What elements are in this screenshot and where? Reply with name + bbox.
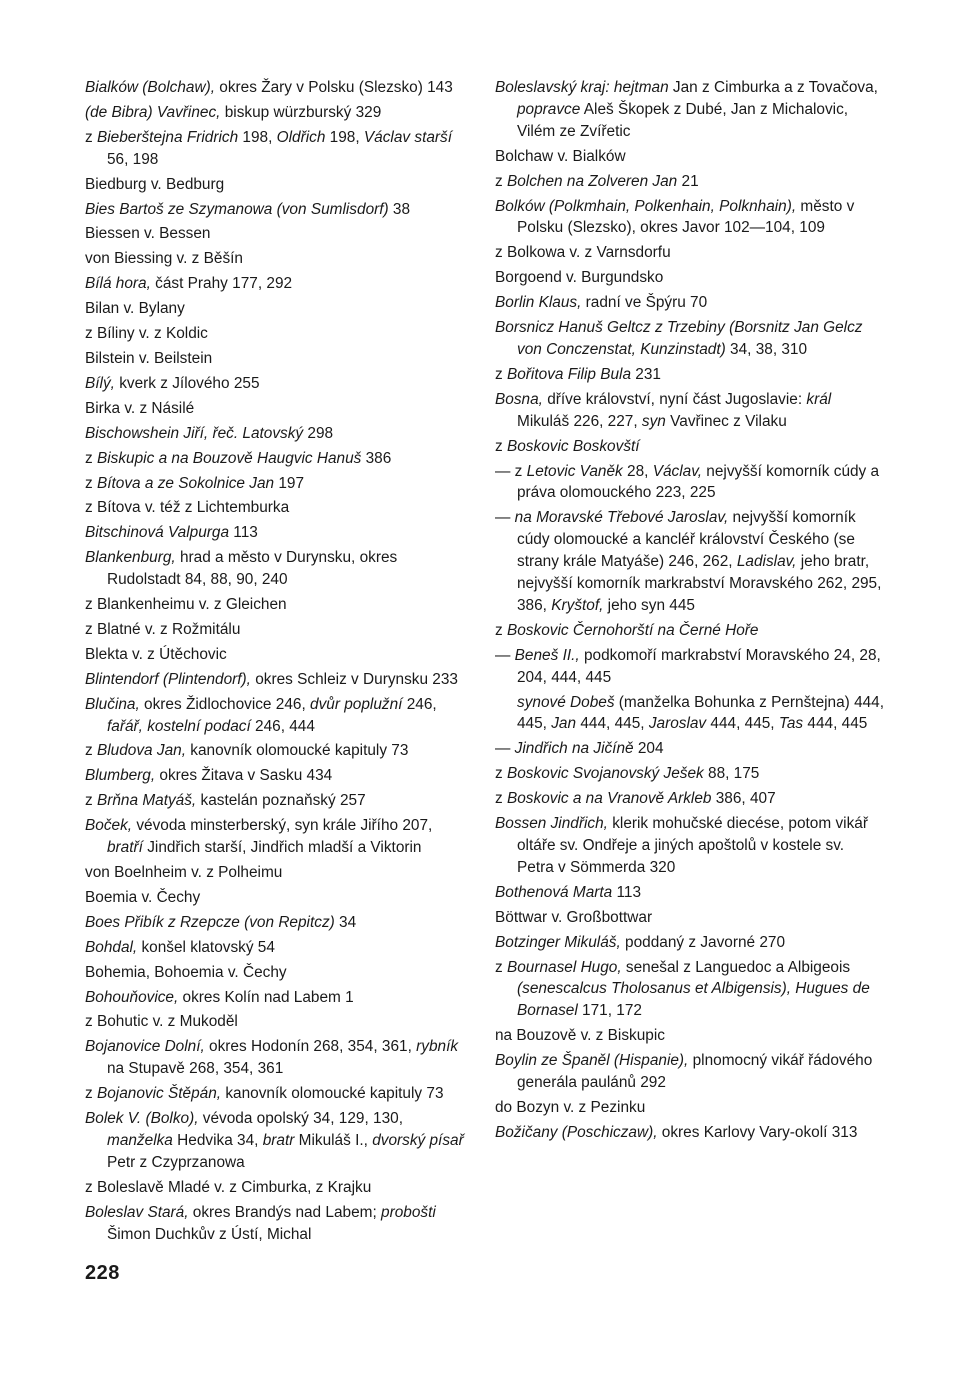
- entry-heading-text: Boleslavský kraj: hejtman: [495, 79, 669, 96]
- entry-text: Aleš Škopek z Dubé, Jan z Michalovic, Vilém ze Zvířetic: [517, 100, 853, 140]
- entry-text: 444, 445,: [576, 715, 649, 733]
- entry-heading-text: Brňna Matyáš,: [96, 792, 197, 810]
- entry-heading-text: Bothenová Marta: [495, 883, 613, 901]
- entry-text: 198,: [238, 128, 277, 146]
- index-entry: [495, 389, 885, 433]
- entry-text: okres Žitava v Sasku 434: [155, 767, 333, 785]
- entry-heading-text: Boček,: [85, 817, 133, 835]
- entry-text: z: [495, 621, 507, 639]
- entry-text: z: [85, 1085, 97, 1103]
- index-entry: [85, 77, 470, 99]
- entry-text: na Bouzově v. z Biskupic: [495, 1027, 665, 1045]
- entry-heading-text: (senescalcus Tholosanus et Albigensis), Hugues de Bornasel: [517, 980, 875, 1020]
- entry-heading-text: Ladislav,: [736, 553, 797, 571]
- index-entry: [495, 1025, 885, 1047]
- entry-heading-text: Borsnicz Hanuš Geltcz z Trzebiny (Borsnitz Jan Gelcz von Conczenstat, Kunzinstadt): [495, 319, 867, 358]
- entry-text: 171, 172: [577, 1002, 642, 1020]
- entry-text: 386: [361, 449, 392, 467]
- entry-text: Bilan v. Bylany: [85, 300, 185, 318]
- index-entry: [85, 937, 470, 959]
- entry-text: z Bolkowa v. z Varnsdorfu: [495, 244, 671, 262]
- index-entry: [85, 248, 470, 270]
- entry-text: hrad a město v Durynsku, okres Rudolstadt 84, 88, 90, 240: [107, 549, 402, 589]
- entry-heading-text: (de Bibra) Vavřinec,: [85, 103, 221, 121]
- index-entry: [85, 619, 470, 641]
- entry-text: kanovník olomoucké kapituly 73: [221, 1085, 444, 1103]
- index-entry: [495, 932, 885, 954]
- index-entry: [85, 174, 470, 196]
- index-entry: [85, 423, 470, 445]
- entry-text: okres Židlochovice 246,: [139, 695, 311, 713]
- index-entry: [495, 77, 885, 143]
- index-entry: [495, 317, 885, 361]
- index-entry: [495, 507, 885, 617]
- entry-text: senešal z Languedoc a Albigeois: [621, 958, 855, 976]
- entry-text: z Bítova v. též z Lichtemburka: [85, 499, 290, 517]
- entry-text: okres Kolín nad Labem 1: [178, 988, 354, 1006]
- entry-heading-text: Božičany (Poschiczaw),: [495, 1123, 658, 1141]
- entry-heading-text: Bojanovic Štěpán,: [96, 1085, 222, 1103]
- index-entry: [85, 912, 470, 934]
- entry-text: 21: [677, 172, 699, 190]
- index-entry: [495, 242, 885, 264]
- entry-text: —: [495, 646, 515, 664]
- entry-text: z: [495, 437, 507, 455]
- index-entry: [495, 292, 885, 314]
- entry-text: klerik mohučské diecése, potom vikář oltáře sv. Ondřeje a jiných apoštolů v kostele sv. Petra v Sömmerda 320: [517, 815, 873, 876]
- entry-heading-text: král: [806, 390, 832, 408]
- index-entry: [85, 473, 470, 495]
- entry-heading-text: Beneš II.,: [514, 646, 580, 664]
- entry-text: 298: [303, 424, 334, 442]
- entry-heading-text: Tas: [778, 715, 804, 733]
- index-entry: [495, 645, 885, 689]
- entry-heading-text: Jaroslav: [648, 715, 707, 733]
- index-entry: [495, 907, 885, 929]
- index-entry: [495, 882, 885, 904]
- index-entry: [85, 497, 470, 519]
- entry-heading-text: Bolków (Polkmhain, Polkenhain, Polknhain),: [495, 197, 797, 215]
- entry-text: 204: [633, 740, 664, 758]
- entry-heading-text: na Moravské Třebové Jaroslav,: [514, 509, 729, 527]
- index-entry: [495, 267, 885, 289]
- index-entry: [85, 199, 470, 221]
- index-entry: [85, 790, 470, 812]
- index-entry: [85, 1177, 470, 1199]
- index-entry: [85, 987, 470, 1009]
- entry-heading-text: Jan: [551, 715, 577, 733]
- entry-heading-text: manželka: [107, 1131, 173, 1149]
- entry-text: Birka v. z Násilé: [85, 399, 195, 417]
- entry-text: 246, 444: [250, 717, 315, 735]
- entry-text: z: [85, 742, 97, 760]
- entry-heading-text: probošti: [381, 1203, 436, 1221]
- entry-text: Biessen v. Bessen: [85, 225, 211, 243]
- entry-text: vévoda opolský 34, 129, 130,: [198, 1110, 408, 1128]
- entry-heading-text: Bosna,: [495, 390, 543, 408]
- entry-heading-text: syn: [641, 412, 666, 430]
- index-entry: [85, 373, 470, 395]
- entry-heading-text: dvůr poplužní: [310, 695, 403, 713]
- entry-heading-text: Bieberštejna Fridrich: [96, 128, 239, 146]
- entry-heading-text: Boskovic Boskovští: [506, 437, 640, 455]
- index-entry: [495, 763, 885, 785]
- index-entry: [85, 887, 470, 909]
- entry-heading-text: Boskovic a na Vranově Arkleb: [506, 790, 712, 808]
- entry-text: plnomocný vikář řádového generála paulánů 292: [517, 1052, 877, 1092]
- entry-text: nejvyšší komorník cúdy olomoucké a kancléř království Českého (se strany krále Matyáše) 246, 262,: [517, 509, 860, 571]
- entry-heading-text: Bohdal,: [85, 938, 138, 956]
- entry-heading-text: Bílý,: [85, 374, 115, 392]
- entry-text: radní ve Špýru 70: [581, 294, 708, 312]
- entry-heading-text: Blumberg,: [85, 767, 156, 785]
- entry-heading-text: Bítova a ze Sokolnice Jan: [96, 474, 275, 492]
- index-entry: [85, 862, 470, 884]
- entry-text: z Blankenheimu v. z Gleichen: [85, 596, 287, 614]
- entry-text: Vavřinec z Vilaku: [665, 412, 787, 430]
- entry-text: kanovník olomoucké kapituly 73: [185, 742, 409, 760]
- index-column-left: [85, 77, 470, 1249]
- entry-heading-text: Bitschinová Valpurga: [85, 524, 230, 542]
- entry-text: Mikuláš I.,: [294, 1131, 373, 1149]
- index-entry: [495, 1097, 885, 1119]
- index-entry: [85, 815, 470, 859]
- index-entry: [85, 1036, 470, 1080]
- entry-heading-text: Václav,: [652, 462, 703, 480]
- entry-text: Bilstein v. Beilstein: [85, 349, 213, 367]
- entry-text: kastelán poznaňský 257: [196, 792, 366, 810]
- index-subentry: [495, 692, 889, 736]
- index-entry: [85, 1011, 470, 1033]
- entry-text: 56, 198: [107, 128, 457, 168]
- entry-text: 231: [631, 365, 661, 383]
- entry-text: okres Brandýs nad Labem;: [188, 1203, 382, 1221]
- index-entry: [85, 348, 470, 370]
- entry-text: z Bíliny v. z Koldic: [85, 325, 208, 343]
- entry-text: 38: [388, 200, 411, 218]
- entry-text: von Biessing v. z Běšín: [85, 250, 243, 268]
- entry-text: 246,: [402, 695, 441, 713]
- entry-heading-text: Bojanovice Dolní,: [85, 1038, 205, 1056]
- page-number: 228: [85, 1262, 120, 1284]
- index-entry: [85, 398, 470, 420]
- index-entry: [85, 1083, 470, 1105]
- index-entry: [495, 1050, 885, 1094]
- entry-text: Šimon Duchkův z Ústí, Michal: [107, 1203, 441, 1243]
- entry-text: na Stupavě 268, 354, 361: [107, 1038, 463, 1078]
- entry-text: Blekta v. z Útěchovic: [85, 645, 227, 663]
- entry-text: z: [85, 792, 97, 810]
- entry-heading-text: bratr: [262, 1131, 295, 1149]
- entry-text: 34, 38, 310: [725, 340, 808, 358]
- entry-text: Hedvika 34,: [172, 1131, 263, 1149]
- entry-heading-text: Biskupic a na Bouzově Haugvic Hanuš: [96, 449, 362, 467]
- index-entry: [85, 962, 470, 984]
- entry-text: — z: [495, 462, 527, 480]
- index-entry: [85, 669, 470, 691]
- entry-heading-text: Bournasel Hugo,: [506, 958, 622, 976]
- entry-heading-text: Bořitova Filip Bula: [506, 365, 632, 383]
- entry-text: z: [85, 474, 97, 492]
- index-entry: [85, 323, 470, 345]
- entry-text: Biedburg v. Bedburg: [85, 175, 225, 193]
- index-entry: [495, 196, 885, 240]
- index-entry: [85, 547, 470, 591]
- index-entry: [495, 788, 885, 810]
- entry-text: jeho bratr, nejvyšší komorník markrabství Moravského 262, 295, 386,: [517, 553, 886, 614]
- entry-text: 386, 407: [711, 790, 776, 808]
- entry-heading-text: Boleslav Stará,: [85, 1203, 189, 1221]
- entry-text: (manželka Bohunka z Pernštejna) 444, 445,: [517, 693, 889, 733]
- entry-heading-text: Boskovic Svojanovský Ješek: [506, 765, 704, 783]
- index-entry: [495, 171, 885, 193]
- entry-text: 444, 445: [803, 715, 868, 733]
- entry-text: biskup würzburský 329: [220, 103, 382, 121]
- entry-heading-text: Botzinger Mikuláš,: [495, 933, 621, 951]
- entry-text: část Prahy 177, 292: [150, 275, 293, 293]
- index-entry: [85, 102, 470, 124]
- entry-heading-text: rybník: [416, 1038, 459, 1056]
- entry-text: z: [495, 765, 507, 783]
- entry-text: z: [495, 365, 507, 383]
- entry-heading-text: Bílá hora,: [85, 275, 151, 293]
- index-entry: [495, 461, 885, 505]
- entry-text: Böttwar v. Großbottwar: [495, 908, 653, 926]
- entry-text: poddaný z Javorné 270: [620, 933, 786, 951]
- index-entry: [85, 1108, 470, 1174]
- entry-text: dříve království, nyní část Jugoslavie:: [542, 390, 807, 408]
- entry-heading-text: bratří: [107, 839, 143, 857]
- entry-heading-text: Bies Bartoš ze Szymanowa (von Sumlisdorf): [85, 200, 389, 218]
- index-entry: [85, 644, 470, 666]
- entry-heading-text: Bolchen na Zolveren Jan: [506, 172, 678, 190]
- entry-text: z: [495, 958, 507, 976]
- index-entry: [495, 957, 885, 1023]
- entry-heading-text: synové Dobeš: [517, 693, 615, 711]
- index-entry: [85, 223, 470, 245]
- entry-heading-text: fařář, kostelní podací: [107, 717, 251, 735]
- entry-heading-text: popravce: [517, 100, 581, 118]
- entry-heading-text: Kryštof,: [551, 596, 604, 614]
- index-entry: [85, 1202, 470, 1246]
- entry-text: kverk z Jílového 255: [114, 374, 260, 392]
- index-column-right: [495, 77, 889, 1147]
- entry-text: von Boelnheim v. z Polheimu: [85, 864, 283, 881]
- entry-heading-text: Boes Přibík z Rzepcze (von Repitcz): [85, 913, 335, 931]
- index-entry: [85, 765, 470, 787]
- entry-text: 34: [334, 913, 357, 931]
- entry-text: jeho syn 445: [603, 596, 695, 614]
- entry-heading-text: Blankenburg,: [85, 549, 176, 567]
- entry-text: 113: [612, 883, 642, 901]
- entry-text: Jan z Cimburka a z Tovačova,: [668, 79, 883, 96]
- entry-text: z: [495, 172, 507, 190]
- index-entry: [495, 738, 885, 760]
- entry-text: z: [85, 128, 97, 146]
- entry-heading-text: Blintendorf (Plintendorf),: [85, 670, 251, 688]
- entry-text: 198,: [325, 128, 364, 146]
- index-entry: [495, 620, 885, 642]
- index-entry: [85, 298, 470, 320]
- index-entry: [85, 127, 470, 171]
- entry-heading-text: Bolek V. (Bolko),: [85, 1110, 199, 1128]
- entry-heading-text: Boskovic Černohorští na Černé Hoře: [506, 621, 759, 639]
- entry-heading-text: Bossen Jindřich,: [495, 815, 608, 833]
- entry-heading-text: Oldřich: [276, 128, 326, 146]
- entry-text: vévoda minsterberský, syn krále Jiřího 207,: [132, 817, 437, 835]
- entry-text: 28,: [622, 462, 653, 480]
- entry-text: —: [495, 509, 515, 527]
- entry-text: Bolchaw v. Bialków: [495, 147, 626, 165]
- entry-heading-text: dvorský písař: [372, 1131, 464, 1149]
- index-entry: [85, 522, 470, 544]
- entry-text: z: [495, 790, 507, 808]
- entry-text: z Blatné v. z Rožmitálu: [85, 620, 241, 638]
- index-entry: [495, 813, 885, 879]
- entry-text: 88, 175: [703, 765, 760, 783]
- index-entry: [85, 594, 470, 616]
- index-entry: [85, 448, 470, 470]
- entry-heading-text: Bludova Jan,: [96, 742, 186, 760]
- entry-text: Petr z Czyprzanowa: [107, 1131, 468, 1171]
- index-entry: [85, 273, 470, 295]
- entry-text: okres Hodonín 268, 354, 361,: [204, 1038, 417, 1056]
- entry-text: 444, 445,: [706, 715, 779, 733]
- entry-text: z: [85, 449, 97, 467]
- entry-heading-text: Borlin Klaus,: [495, 294, 582, 312]
- entry-text: 113: [229, 524, 258, 542]
- entry-text: Bohemia, Bohoemia v. Čechy: [85, 963, 287, 981]
- entry-text: Borgoend v. Burgundsko: [495, 269, 664, 287]
- entry-text: Jindřich starší, Jindřich mladší a Viktorin: [142, 839, 422, 857]
- entry-text: město v Polsku (Slezsko), okres Javor 102—104, 109: [517, 197, 859, 237]
- entry-heading-text: Blučina,: [85, 695, 140, 713]
- entry-heading-text: Bohouňovice,: [85, 988, 179, 1006]
- index-entry: [495, 364, 885, 386]
- entry-heading-text: Letovic Vaněk: [526, 462, 623, 480]
- entry-text: —: [495, 740, 515, 758]
- entry-text: okres Žary v Polsku (Slezsko) 143: [215, 79, 453, 96]
- entry-heading-text: Bischowshein Jiří, řeč. Latovský: [85, 424, 304, 442]
- index-entry: [495, 146, 885, 168]
- entry-heading-text: Bialków (Bolchaw),: [85, 79, 216, 96]
- entry-text: Mikuláš 226, 227,: [517, 390, 836, 430]
- index-entry: [495, 436, 885, 458]
- entry-text: z Bohutic v. z Mukoděl: [85, 1013, 238, 1031]
- entry-text: konšel klatovský 54: [137, 938, 275, 956]
- entry-text: podkomoří markrabství Moravského 24, 28, 204, 444, 445: [517, 646, 886, 686]
- entry-heading-text: Boylin ze Španěl (Hispanie),: [495, 1052, 689, 1070]
- entry-text: z Boleslavě Mladé v. z Cimburka, z Krajku: [85, 1178, 372, 1196]
- entry-text: okres Karlovy Vary-okolí 313: [657, 1123, 858, 1141]
- entry-heading-text: Václav starší: [363, 128, 453, 146]
- entry-text: nejvyšší komorník cúdy a práva olomouckého 223, 225: [517, 462, 884, 502]
- entry-text: okres Schleiz v Durynsku 233: [250, 670, 458, 688]
- entry-text: do Bozyn v. z Pezinku: [495, 1098, 646, 1116]
- entry-heading-text: Jindřich na Jičíně: [514, 740, 634, 758]
- index-entry: [85, 740, 470, 762]
- entry-text: 197: [274, 474, 305, 492]
- index-entry: [85, 694, 470, 738]
- index-entry: [495, 1122, 885, 1144]
- entry-text: Boemia v. Čechy: [85, 888, 201, 906]
